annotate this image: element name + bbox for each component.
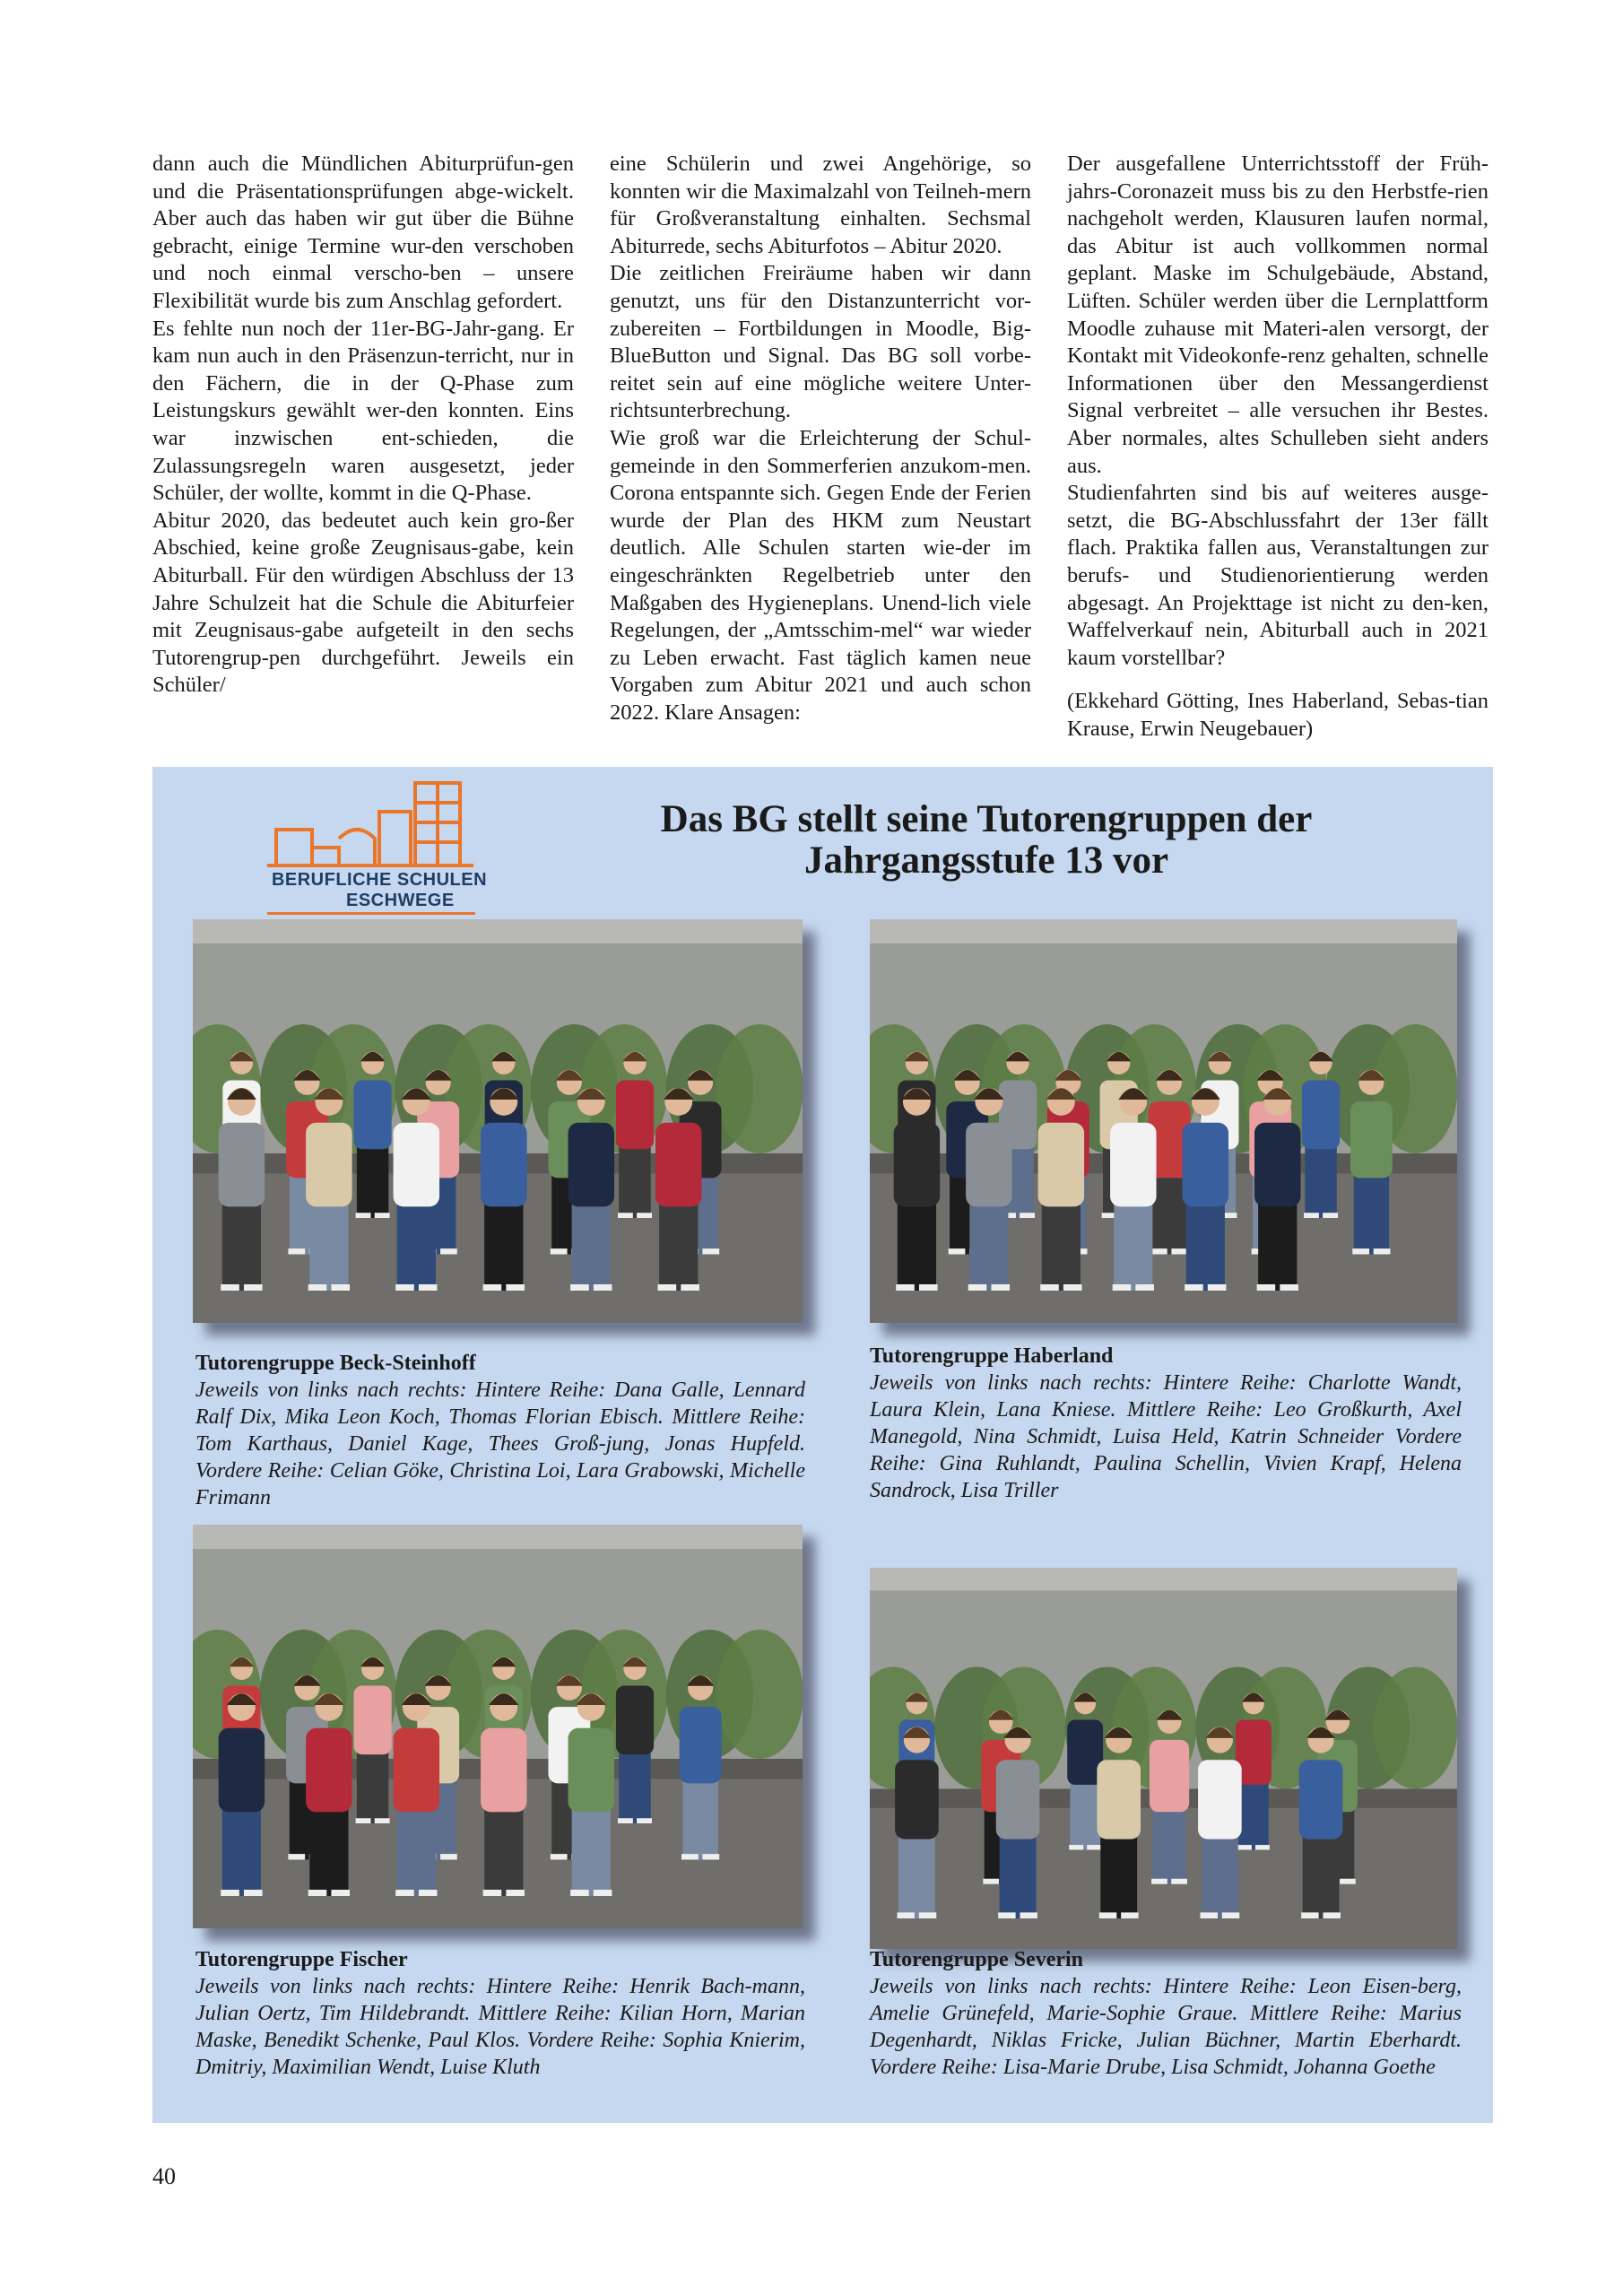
- logo-underline: [267, 912, 475, 915]
- caption-text: Jeweils von links nach rechts: Hintere Reihe: Charlotte Wandt, Laura Klein, Lana Kniese. Mittlere Reihe: Leo Großkurth, Axel Manegold, Nina Schmidt, Luisa Held, Katrin Schneider Vordere Reihe: Gina Ruhlandt, Paulina Schellin, Vivien Krapf, Helena Sandrock, Lisa Triller: [870, 1371, 1462, 1502]
- group-photo-haberland: [870, 919, 1457, 1323]
- box-headline: [574, 799, 1399, 882]
- paragraph: dann auch die Mündlichen Abiturprüfun-gen und die Präsentationsprüfungen abge-wickelt. Aber auch das haben wir gut über die Bühne gebracht, einige Termine wur-den verschoben und noch einmal verscho-ben – unsere Flexibilität wurde bis zum Anschlag gefordert.: [152, 152, 574, 313]
- caption-title: Tutorengruppe Beck-Steinhoff: [195, 1352, 476, 1375]
- paragraph: Der ausgefallene Unterrichtsstoff der Früh-jahrs-Coronazeit muss bis zu den Herbstfe-rien nachgeholt werden, Klausuren laufen normal, das Abitur ist auch vollkommen normal geplant. Maske im Schulgebäude, Abstand, Lüften. Schüler werden über die Lernplattform Moodle zuhause mit Materi-alen versorgt, der Kontakt mit Videokonfe-renz gehalten, schnelle Informationen über den Messangerdienst Signal verbreitet – alle versuchen ihr Bestes. Aber normales, altes Schulleben sieht anders aus.: [1067, 152, 1488, 478]
- paragraph: Studienfahrten sind bis auf weiteres ausge-setzt, die BG-Abschlussfahrt der 13er fällt flach. Praktika fallen aus, Veranstaltungen zur berufs- und Studienorientierung werden abgesagt. An Projekttage ist nicht zu den-ken, Waffelverkauf nein, Abiturball auch in 2021 kaum vorstellbar?: [1067, 481, 1488, 670]
- page-number: 40: [152, 2163, 176, 2189]
- article-column-2: [610, 151, 1031, 726]
- headline-line: Das BG stellt seine Tutorengruppen der: [660, 798, 1313, 840]
- photo-caption: [870, 1343, 1462, 1504]
- paragraph: Wie groß war die Erleichterung der Schul-gemeinde in den Sommerferien anzukom-men. Corona entspannte sich. Gegen Ende der Ferien wurde der Plan des HKM zum Neustart deutlich. Alle Schulen starten wie-der im eingeschränkten Regelbetrieb unter den Maßgaben des Hygieneplans. Unend-lich viele Regelungen, der „Amtsschim-mel“ war wieder zu Leben erwacht. Fast täglich kamen neue Vorgaben zum Abitur 2021 und auch schon 2022. Klare Ansagen:: [610, 425, 1031, 725]
- logo-text: ESCHWEGE: [346, 891, 455, 910]
- group-photo-beck-steinhoff: [193, 919, 803, 1323]
- caption-title: Tutorengruppe Severin: [870, 1948, 1084, 1971]
- paragraph: Die zeitlichen Freiräume haben wir dann genutzt, uns für den Distanzunterricht vor-zubereiten – Fortbildungen in Moodle, Big-BlueButton und Signal. Das BG soll vorbe-reitet sein auf eine mögliche weitere Unter-richtsunterbrechung.: [610, 261, 1031, 423]
- headline-line: Jahrgangsstufe 13 vor: [803, 839, 1169, 882]
- article-column-3: [1067, 151, 1488, 743]
- photo-caption: [195, 1350, 805, 1511]
- tutor-groups-box: [152, 767, 1493, 2123]
- caption-text: Jeweils von links nach rechts: Hintere Reihe: Leon Eisen-berg, Amelie Grünefeld, Marie-Sophie Graue. Mittlere Reihe: Marius Degenhardt, Niklas Fricke, Julian Büchner, Martin Eberhardt. Vordere Reihe: Lisa-Marie Drube, Lisa Schmidt, Johanna Goethe: [870, 1975, 1462, 2079]
- paragraph-gap: [1067, 672, 1488, 688]
- photo-caption: [870, 1946, 1462, 2081]
- logo-text: BERUFLICHE SCHULEN: [271, 870, 488, 890]
- paragraph: eine Schülerin und zwei Angehörige, so konnten wir die Maximalzahl von Teilneh-mern für Großveranstaltung einhalten. Sechsmal Abiturrede, sechs Abiturfotos – Abitur 2020.: [610, 152, 1031, 258]
- caption-title: Tutorengruppe Haberland: [870, 1344, 1114, 1368]
- paragraph: Abitur 2020, das bedeutet auch kein gro-ßer Abschied, keine große Zeugnisaus-gabe, kein Abiturball. Für den würdigen Abschluss der 13 Jahre Schulzeit hat die Schule die Abiturfeier mit Zeugnisaus-gabe aufgeteilt in den sechs Tutorengrup-pen durchgeführt. Jeweils ein Schüler/: [152, 508, 574, 698]
- photo-caption: [195, 1946, 805, 2081]
- caption-text: Jeweils von links nach rechts: Hintere Reihe: Henrik Bach-mann, Julian Oertz, Tim Hildebrandt. Mittlere Reihe: Kilian Horn, Marian Maske, Benedikt Schenke, Paul Klos. Vordere Reihe: Sophia Knierim, Dmitriy, Maximilian Wendt, Luise Kluth: [195, 1975, 805, 2079]
- author-credit: (Ekkehard Götting, Ines Haberland, Sebas-tian Krause, Erwin Neugebauer): [1067, 689, 1488, 741]
- article-column-1: [152, 151, 574, 700]
- group-photo-severin: [870, 1568, 1457, 1949]
- paragraph: Es fehlte nun noch der 11er-BG-Jahr-gang. Er kam nun auch in den Präsenzun-terricht, nur in den Fächern, die in der Q-Phase zum Leistungskurs gewählt wer-den konnten. Eins war inzwischen ent-schieden, die Zulassungsregeln waren ausgesetzt, jeder Schüler, der wollte, kommt in die Q-Phase.: [152, 316, 574, 506]
- group-photo-fischer: [193, 1525, 803, 1928]
- caption-text: Jeweils von links nach rechts: Hintere Reihe: Dana Galle, Lennard Ralf Dix, Mika Leon Koch, Thomas Florian Ebisch. Mittlere Reihe: Tom Karthaus, Daniel Kage, Thees Groß-jung, Jonas Hupfeld. Vordere Reihe: Celian Göke, Christina Loi, Lara Grabowski, Michelle Frimann: [195, 1378, 805, 1509]
- caption-title: Tutorengruppe Fischer: [195, 1948, 408, 1971]
